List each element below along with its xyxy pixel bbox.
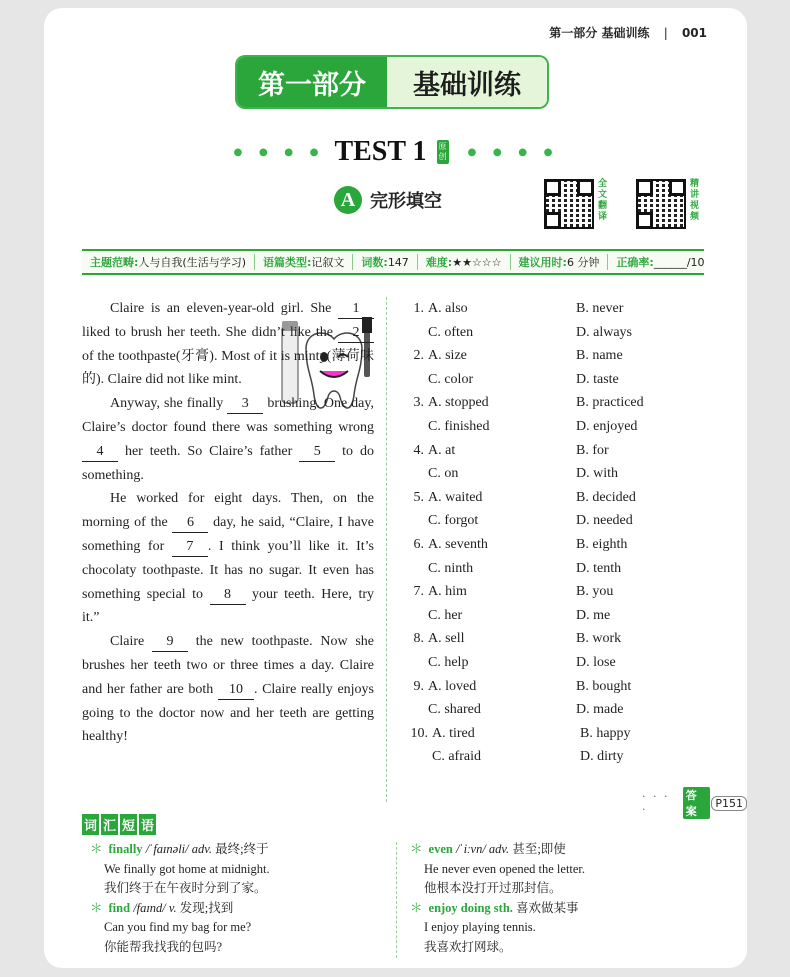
part-banner [237, 57, 547, 107]
option-row [406, 580, 706, 604]
option-row [406, 439, 706, 463]
info-value: 人与自我(生活与学习) [138, 256, 246, 269]
question-number: 5. [413, 489, 424, 505]
blank-3[interactable]: 3 [227, 395, 263, 414]
option-b[interactable]: B. eighth [576, 536, 628, 552]
question-number: 1. [413, 301, 424, 316]
answer-label: 答案 [683, 787, 711, 819]
option-d[interactable]: D. needed [576, 513, 633, 529]
option-row [406, 415, 706, 439]
passage-text: day, he said, “Claire, I have something for [82, 515, 374, 554]
option-row [406, 321, 706, 345]
question-number-spacer [406, 321, 424, 345]
option-row [406, 462, 706, 486]
passage-text: of the toothpaste(牙膏). Most of it is minty(薄荷味的). Claire did not like mint. [82, 348, 374, 388]
option-a[interactable]: A. stopped [428, 395, 489, 411]
blank-4[interactable]: 4 [82, 443, 118, 462]
vocab-headline [410, 899, 710, 919]
vocab-example: I enjoy playing tennis. [424, 920, 536, 934]
passage-text: liked to brush her teeth. She didn’t like the [82, 324, 338, 340]
option-row [406, 745, 706, 769]
question-number-spacer [406, 745, 428, 769]
star-icon: ＊ [90, 900, 103, 915]
option-d[interactable]: D. dirty [580, 749, 624, 765]
question-number: 4. [413, 442, 424, 458]
vocab-column-left [90, 840, 390, 957]
passage-text: the new toothpaste. Now she brushes her teeth two or three times a day. Claire and her father are both [82, 634, 374, 697]
test-title: TEST 1 [334, 136, 427, 167]
passage-paragraph [82, 297, 374, 392]
info-key: 语篇类型: [263, 256, 312, 269]
info-key: 主题范畴: [90, 256, 139, 269]
decorative-dots-left: ● ● ● ● [232, 141, 325, 162]
section-label: 完形填空 [370, 191, 442, 212]
option-a[interactable]: A. at [428, 442, 456, 458]
vocab-pronunciation: /ˈiːvn/ adv. [452, 842, 510, 856]
option-b[interactable]: B. decided [576, 489, 636, 505]
banner-part: 第一部分 [237, 57, 387, 107]
option-row [406, 486, 706, 510]
vocab-title-char: 短 [120, 814, 137, 835]
answer-options [406, 297, 706, 769]
qr-corner [636, 179, 653, 196]
vocab-example: He never even opened the letter. [424, 861, 586, 876]
info-word-count [353, 254, 417, 270]
vocab-headline [90, 840, 390, 860]
question-number-spacer [406, 509, 424, 533]
info-key: 词数: [361, 256, 388, 269]
blank-9[interactable]: 9 [152, 633, 188, 652]
passage-text: Claire is an eleven-year-old girl. She [110, 301, 338, 316]
section-letter-badge: A [334, 186, 362, 214]
info-value: 147 [387, 256, 409, 269]
blank-10[interactable]: 10 [218, 681, 254, 700]
option-d[interactable]: D. enjoyed [576, 418, 638, 434]
vocab-example: We finally got home at midnight. [104, 861, 270, 876]
answer-dots: · · · · [642, 790, 670, 816]
option-row [406, 627, 706, 651]
option-b[interactable]: B. practiced [576, 395, 644, 411]
option-c[interactable]: C. help [428, 654, 469, 670]
vocab-pronunciation: /ˈfaɪnəli/ adv. [142, 842, 212, 856]
passage-text: her teeth. So Claire’s father [118, 443, 300, 459]
passage-text: He worked for eight days. Then, on the morning of the [82, 491, 374, 531]
option-b[interactable]: B. bought [576, 678, 632, 694]
banner-section: 基础训练 [387, 57, 547, 107]
option-a[interactable]: A. also [428, 301, 468, 316]
option-b[interactable]: B. you [576, 584, 614, 600]
info-topic [82, 254, 255, 270]
passage-text: your teeth. Here, try it.” [82, 586, 374, 626]
question-number-spacer [406, 604, 424, 628]
decorative-dots-right: ● ● ● ● [466, 141, 559, 162]
vocab-example: Can you find my bag for me? [104, 920, 252, 934]
vocab-word: even [428, 842, 453, 856]
info-key: 难度: [425, 256, 453, 269]
vocab-title-char: 汇 [101, 814, 118, 835]
question-number: 7. [413, 584, 424, 600]
question-number-spacer [406, 557, 424, 581]
option-a[interactable]: A. size [428, 348, 467, 364]
option-a[interactable]: A. waited [428, 489, 483, 505]
option-row [406, 698, 706, 722]
star-icon: ＊ [410, 900, 423, 915]
question-number-spacer [406, 415, 424, 439]
option-a[interactable]: A. seventh [428, 536, 488, 552]
passage-paragraph [82, 392, 374, 487]
vocab-word: finally [108, 842, 143, 856]
question-number-spacer [406, 698, 424, 722]
option-row [406, 297, 706, 321]
question-number: 8. [413, 631, 424, 647]
qr-code-video[interactable] [636, 179, 686, 229]
passage-info-bar [82, 249, 704, 275]
option-d[interactable]: D. me [576, 607, 611, 623]
vocab-entry [410, 840, 710, 899]
question-number-spacer [406, 368, 424, 392]
blank-1[interactable]: 1 [338, 300, 374, 319]
option-a[interactable]: A. tired [432, 725, 475, 741]
qr-label-translation: 全文翻译 [598, 179, 608, 222]
info-value: ★★☆☆☆ [452, 256, 502, 269]
option-a[interactable]: A. loved [428, 678, 477, 694]
vocab-translation: 他根本没打开过那封信。 [424, 881, 562, 895]
vocab-meaning: 发现;找到 [176, 900, 234, 915]
vocab-headline [410, 840, 710, 860]
vocab-translation: 我喜欢打网球。 [424, 939, 512, 954]
column-divider [386, 297, 387, 802]
option-b[interactable]: B. work [576, 631, 622, 647]
passage-paragraph [82, 487, 374, 630]
info-key: 正确率: [616, 256, 654, 269]
vocab-divider [396, 842, 397, 958]
blank-2[interactable]: 2 [338, 324, 374, 343]
passage-paragraph [82, 630, 374, 749]
question-number: 9. [413, 678, 424, 694]
option-row [406, 344, 706, 368]
option-d[interactable]: D. with [576, 466, 618, 482]
running-head [549, 24, 707, 41]
option-row [406, 604, 706, 628]
question-number-spacer [406, 462, 424, 486]
option-row [406, 651, 706, 675]
vocab-meaning: 甚至;即使 [509, 842, 566, 856]
option-c[interactable]: C. finished [428, 418, 490, 434]
passage-text: brushing. One day, Claire’s doctor found there was something wrong [82, 396, 374, 435]
passage-text: to do something. [82, 443, 374, 483]
qr-label-video: 精讲视频 [690, 179, 700, 222]
running-head-section: 基础训练 [601, 26, 650, 40]
qr-corner [544, 212, 561, 229]
info-value: ______/10 [653, 256, 705, 269]
option-row [406, 509, 706, 533]
option-c[interactable]: C. color [428, 371, 474, 387]
question-number: 2. [413, 348, 424, 364]
option-b[interactable]: B. happy [580, 725, 631, 741]
passage-text: . Claire really enjoys going to the doctor now and her teeth are getting healthy! [82, 681, 374, 745]
option-c[interactable]: C. afraid [432, 749, 481, 765]
option-d[interactable]: D. taste [576, 371, 619, 387]
cloze-passage [82, 297, 374, 749]
qr-corner [636, 212, 653, 229]
vocab-meaning: 最终;终于 [212, 842, 269, 856]
vocab-translation: 你能帮我找我的包吗? [104, 939, 223, 954]
qr-code-translation[interactable] [544, 179, 594, 229]
option-row [406, 675, 706, 699]
info-suggested-time [511, 254, 609, 270]
running-head-separator: | [663, 26, 668, 40]
answer-reference[interactable] [642, 787, 747, 819]
answer-page: P151 [711, 796, 747, 811]
option-b[interactable]: B. for [576, 442, 609, 458]
info-value: 记叙文 [311, 256, 345, 269]
blank-8[interactable]: 8 [210, 586, 246, 605]
option-row [406, 722, 706, 746]
vocab-pronunciation: /faɪnd/ v. [130, 900, 177, 915]
qr-corner [577, 179, 594, 196]
option-d[interactable]: D. always [576, 324, 632, 340]
option-c[interactable]: C. shared [428, 702, 481, 718]
question-number: 3. [413, 395, 424, 411]
page-number: 001 [681, 26, 707, 40]
option-c[interactable]: C. ninth [428, 560, 474, 576]
vocab-word: find [108, 900, 131, 915]
qr-corner [544, 179, 561, 196]
vocab-section-title [82, 814, 158, 835]
option-row [406, 533, 706, 557]
info-value: 6 分钟 [566, 256, 600, 269]
option-a[interactable]: A. sell [428, 631, 465, 647]
option-c[interactable]: C. often [428, 324, 474, 340]
running-head-part: 第一部分 [549, 26, 598, 40]
vocab-entry [90, 840, 390, 899]
option-c[interactable]: C. her [428, 607, 463, 623]
option-c[interactable]: C. on [428, 466, 459, 482]
passage-text: Anyway, she finally [110, 396, 228, 412]
info-key: 建议用时: [518, 256, 567, 269]
vocab-title-char: 词 [82, 814, 99, 835]
vocab-meaning: 喜欢做某事 [512, 900, 579, 915]
info-accuracy [608, 254, 712, 270]
original-badge: 原创 [437, 140, 449, 164]
blank-6[interactable]: 6 [172, 514, 208, 533]
vocab-headline [90, 899, 390, 919]
vocab-entry [90, 899, 390, 958]
section-heading [334, 186, 442, 214]
vocab-entry [410, 899, 710, 958]
option-row [406, 368, 706, 392]
blank-5[interactable]: 5 [299, 443, 335, 462]
info-genre [255, 254, 353, 270]
option-row [406, 557, 706, 581]
option-row [406, 391, 706, 415]
star-icon: ＊ [410, 842, 423, 856]
vocab-title-char: 语 [139, 814, 156, 835]
option-a[interactable]: A. him [428, 584, 467, 600]
test-heading [44, 136, 747, 168]
question-number: 10. [410, 725, 428, 741]
option-b[interactable]: B. never [576, 301, 624, 316]
document-page [44, 8, 747, 968]
blank-7[interactable]: 7 [172, 538, 208, 557]
vocab-word: enjoy doing sth. [428, 900, 513, 915]
question-number: 6. [413, 536, 424, 552]
vocab-translation: 我们终于在午夜时分到了家。 [104, 881, 267, 895]
passage-text: . I think you’ll like it. It’s chocolaty toothpaste. It has no sugar. It even has something special to [82, 538, 375, 602]
star-icon: ＊ [90, 842, 103, 856]
info-difficulty [418, 254, 511, 270]
qr-corner [669, 179, 686, 196]
option-b[interactable]: B. name [576, 348, 623, 364]
option-d[interactable]: D. tenth [576, 560, 622, 576]
question-number-spacer [406, 651, 424, 675]
option-c[interactable]: C. forgot [428, 513, 479, 529]
vocab-column-right [410, 840, 710, 957]
option-d[interactable]: D. made [576, 702, 624, 718]
passage-text: Claire [110, 634, 152, 650]
option-d[interactable]: D. lose [576, 654, 616, 670]
